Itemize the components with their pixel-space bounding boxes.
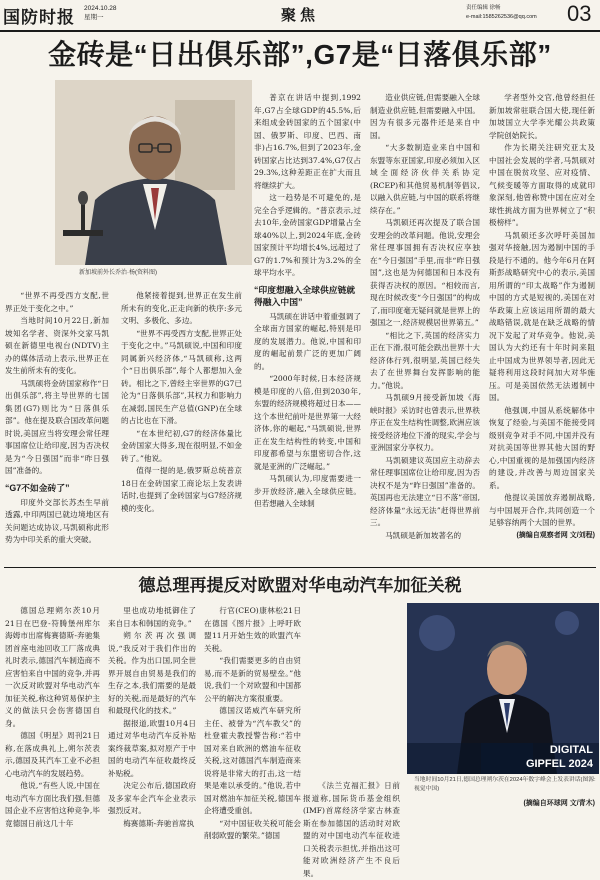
paragraph: 行官(CEO)康林松21日在德国《图片报》上呼吁欧盟11月开始生效的欧盟汽车关税。 [204,606,301,653]
paragraph: 马凯硕在讲话中着重强调了全球南方国家的崛起,特别是印度的发展潜力。他说,中国和印度的崛起前景广泛的更加广阔的。 [254,311,361,371]
article2-column-4 [303,780,400,878]
article1-column-5 [489,92,595,542]
paragraph: 决定公布后,德国政府及多家车企汽车企业表示强烈反对。 [108,781,196,815]
paragraph: “大多数制造业来自中国和东盟等东亚国家,印度必须加入区域全面经济伙伴关系协定(RCEP)和其他贸易机制等倡议,以融入供应链,与中国的联系将继续存在。” [370,143,480,215]
paragraph: 马凯硕建议英国应主动辞去常任理事国席位让给印度,因为否决权不是为“昨日强国”准备的。英国再也无法建立“日不落”帝国,经济体量“永远无法”赶得世界前三。 [370,455,480,527]
paragraph: 他强调,中国从系统解体中恢复了经验,与美国不能接受同级别竞争对手不同,中国并没有对抗美国等世界其他大国的野心,中国重视的是加强国内经济的建设,并改善与周边国家关系。 [489,405,595,490]
page-number: 03 [567,1,592,26]
paragraph: 他说,“有些人说,中国在电动汽车方面比我们强,但德国企业不应害怕这种竞争,毕竟德国日前这几十年 [5,781,100,828]
paragraph: 马凯硕认为,印度需要进一步开放经济,融入全球供应链。但若想融入全球制 [254,474,361,508]
issue-date-block [84,4,117,22]
paragraph: 马凯硕还多次呼吁美国加强对华接触,因为遏制中国的手段是行不通的。他今年6月在阿斯彭战略研究中心的表示,美国用所谓的“印太战略”作为遏制中国的方式是短视的,美国在对华政策上应该运用所谓的最大战略错误,就是在缺乏战略的情况下发起了对华竞争。他说,美国认为大约还有十年时间来阻止中国成为世界领导者,因此无疑将利用这段时间加大对华施压。可是美国依然无法遏制中国。 [489,230,595,402]
article-divider [4,567,596,568]
article2-headline: 德总理再提反对欧盟对华电动汽车加征关税 [138,576,462,595]
paragraph: “我们需要更多的自由贸易,而不是新的贸易壁垒。”他说,我们一个对欧盟和中国都公平的解决方案很重要。 [204,656,301,703]
article2-column-2 [108,605,196,828]
paragraph: 马凯硕是新加坡著名的 [385,530,462,540]
article1-byline: (摘编自观察者网 文/刘程) [516,531,595,539]
paragraph: 德国《明星》周刊21日称,在落成典礼上,朔尔茨表示,德国及其汽车工业不必担心电动汽车的发展趋势。 [5,731,100,778]
paragraph: 普京在讲话中提到,1992年,G7占全球GDP的45.5%,后来组成金砖国家的五个国家(中国、俄罗斯、印度、巴西、南非)占16.7%,但到了2023年,金砖国家占比达到37.4%,G7仅占29.3%,这种差距正在扩大而且将继续扩大。 [254,93,361,190]
paragraph: 马凯硕将金砖国家称作“日出俱乐部”,将主导世界的七国集团(G7)则比为“日落俱乐部”。他在提及联合国改革问题时说,美国应当将安理会常任理事国席位让给印度,因为否决权是为“今日强国”而非“昨日强国”准备的。 [5,378,109,475]
paragraph: 德国总理朔尔茨10月21日在巴登-符腾堡州库尔海姆市出席梅赛德斯-奔驰集团首座电池回收工厂落成典礼时表示,德国汽车制造商不应害怕来自中国的竞争,并再一次反对欧盟对华电动汽车加征关税,称这种贸易保护主义的做法只会伤害德国自身。 [5,606,100,728]
paragraph: 他提议美国放弃遏制战略,与中国展开合作,共同创造一个足够容纳两个大国的世界。 [489,493,595,527]
paragraph: 作为长期关注研究亚太及中国社会发展的学者,马凯硕对中国在脱贫攻坚、应对疫情、气候变暖等方面取得的成就印象深刻,他曾称赞中国在应对全球性挑战方面为世界树立了“积极榜样”。 [489,143,595,227]
issue-weekday: 星期一 [84,14,104,21]
article2-byline: (摘编自环球网 文/青木) [523,800,595,807]
paragraph: 据报道,欧盟10月4日通过对华电动汽车反补贴案终裁草案,拟对原产于中国的电动汽车征收最终反补贴税。 [108,718,196,778]
paragraph: 梅赛德斯-奔驰首席执 [123,818,195,828]
paragraph: 造业供应链,但需要融入全球制造业供应链,但需要融入中国。因为有很多元器件还是来自中国。 [370,93,480,140]
article2-photo [407,603,599,774]
paragraph: 这一趋势是不可避免的,是完全合乎逻辑的。“普京表示,过去10年,金砖国家GDP增量占全球40%以上,到2024年底,金砖国家预计平均增长4%,远超过了G7的1.7%和预计为3.2%的全球平均水平。 [254,193,361,277]
paragraph: 朔尔茨再次强调说,“我反对于我们作出的关税。作为出口国,同全世界开展自由贸易是我们的生存之本,我们需要的是最好的关税,而是最好的汽车和最现代化的技术。” [108,631,196,715]
article1-column-4 [370,92,480,542]
subheading-g7: “G7不如金砖了” [5,482,70,493]
chancellor-illustration [407,603,599,774]
paragraph: 印度外交部长苏杰生早前透露,中印两国已就边境地区有关问题达成协议,马凯硕称此形势为中印关系的重大突破。 [5,497,109,544]
paragraph: “世界不再受西方支配,世界正处于变化之中。” [5,291,109,313]
paragraph: 马凯硕9月接受新加坡《海峡时报》采访时也曾表示,世界秩序正在发生结构性调整,欧洲应该接受经济地位下滑的现实,学会与亚洲国家分享权力。 [370,393,480,452]
editor-name: 责任编辑 徐畅 [466,5,501,11]
newspaper-logo: 国防时报 [3,8,75,27]
paragraph: 当地时间10月22日,新加坡知名学者、资深外交家马凯硕在新德里电视台(NDTV)主办的媒体活动上表示,世界正在发生前所未有的变化。 [5,316,109,375]
paragraph: 《法兰克福汇报》日前报道称,国际货币基金组织(IMF)首席经济学家古林查斯在参加德国的活动时对欧盟的对中国电动汽车征收进口关税表示担忧,并指出这可能对欧洲经济产生不良后果。 [303,781,400,878]
paragraph: “相比之下,英国的经济实力正在下滑,很可能会跌出世界十大经济体行列,很明显,英国已经失去了在世界舞台发挥影响的能力。”他说。 [370,330,480,390]
issue-date: 2024.10.28 [84,5,117,12]
speaker-illustration [55,80,252,265]
paragraph: “在本世纪初,G7的经济体量比金砖国家大得多,现在很明显,不如金砖了。”他说。 [121,428,242,463]
article2-column-3 [204,605,301,840]
paragraph: 学者型外交官,他曾经担任新加坡常驻联合国大使,现任新加坡国立大学李光耀公共政策学院创始院长。 [489,93,595,140]
editor-email: e-mail:1585262536@qq.com [466,14,537,20]
paragraph: 他紧接着提到,世界正在发生前所未有的变化,正走向新的秩序:多元文明、多极化、多边。 [121,291,242,325]
section-title: 聚焦 [281,7,320,24]
article2-photo-caption: 当地时间10月21日,德国总理朔尔茨在2024年数字峰会上发表讲话(图源:视觉中国) [414,777,596,792]
article2-column-1 [5,605,100,828]
article1-column-2 [121,290,242,515]
banner-text-top: DIGITAL [549,744,593,756]
paragraph: 德国汉诺威汽车研究所主任、被誉为“汽车教父”的杜登霍夫教授警告称:“若中国对来自欧洲的燃油车征收关税,这对德国汽车制造商来说将是非常大的打击,这一结果是难以承受的。”他说,若中国对燃油车加征关税,德国车企将遭受重创。 [204,706,301,815]
article1-column-3 [254,92,361,511]
masthead [0,0,600,32]
paragraph: 值得一提的是,俄罗斯总统普京18日在金砖国家工商论坛上发表讲话时,也提到了金砖国家与G7经济规模的变化。 [121,466,242,513]
article1-headline: 金砖是“日出俱乐部”,G7是“日落俱乐部” [48,39,552,70]
paragraph: “2000年时候,日本经济规模是印度的八倍,但到2030年,东盟的经济规模将超过日本——这个本世纪前叶是世界第一大经济体,你的崛起,“马凯硕说,世界正在发生结构性的转变,中国和印度都希望与东盟密切合作,这就是亚洲的广泛崛起。” [254,374,361,471]
article1-column-1 [5,290,109,547]
subheading-india: “印度想融入全球供应链就得融入中国” [254,284,356,307]
paragraph: 里也成功地抵御住了来自日本和韩国的竞争。” [108,606,196,628]
article1-photo [55,80,252,265]
editor-info [466,4,537,22]
banner-text-bottom: GIPFEL 2024 [525,758,593,770]
paragraph: “世界不再受西方支配,世界正处于变化之中。”马凯硕说,中国和印度同属新兴经济体,“马凯硕称,这两个“日出俱乐部”,每个人都想加入金砖。相比之下,曾经主宰世界的G7已沦为“日落俱乐部”,其权力和影响力在减弱,国民生产总值(GNP)在全球的占比也在下滑。 [121,328,242,425]
article2-column-5 [409,798,595,811]
paragraph: “对中国征收关税可能会削弱欧盟的繁荣。”德国 [204,818,301,840]
paragraph: 马凯硕还再次提及了联合国安理会的改革问题。他说,安理会常任理事国拥有否决权应享独在“今日强国”手里,而非“昨日强国”,这也是为何德国和日本没有获得否决权的原因。“相较而言,现在时候改变“今日强国”的构成了,而印度毫无疑问就是世界上的强国之一,经济规模居世界第五。” [370,218,480,327]
article1-photo-caption: 新加坡前外长乔治·杨(资料图) [79,270,157,276]
